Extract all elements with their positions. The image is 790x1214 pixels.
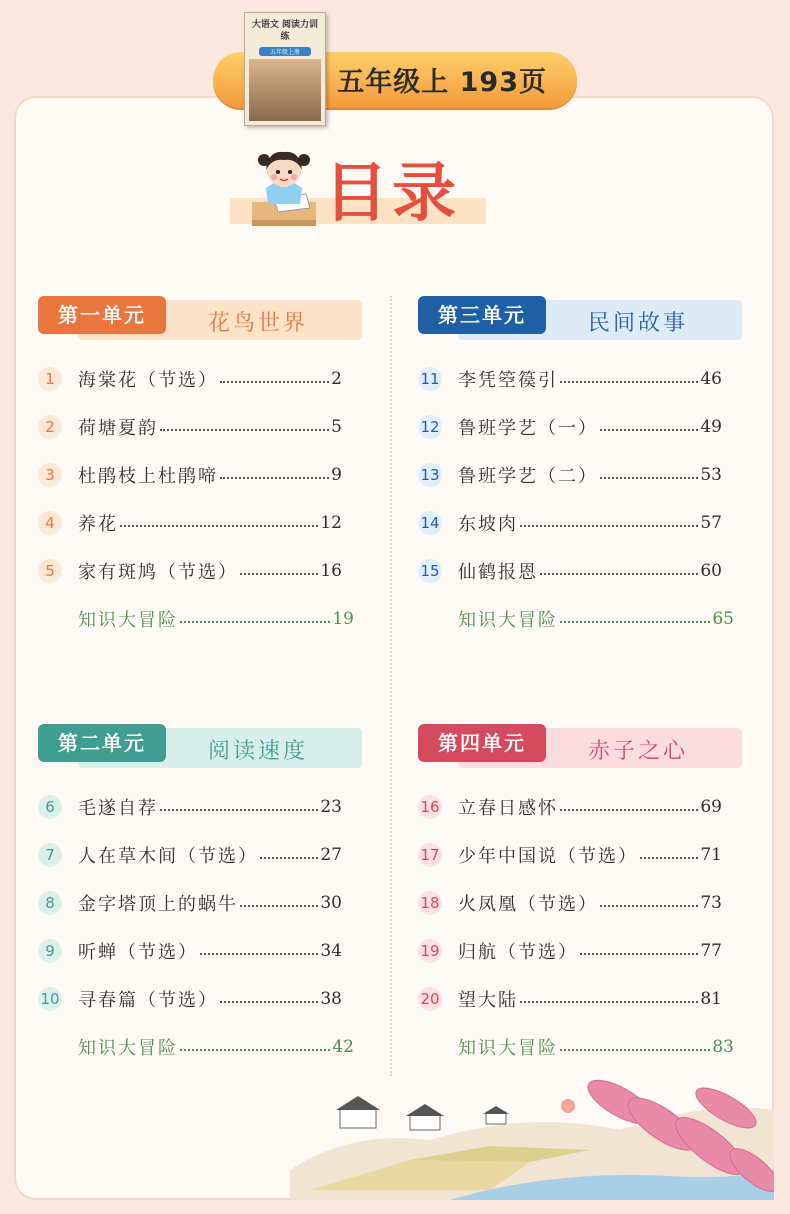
knowledge-quiz-entry[interactable] [78, 604, 354, 634]
leader-dots [560, 621, 710, 623]
entry-page: 27 [320, 845, 342, 865]
entry-page: 49 [700, 417, 722, 437]
toc-entry[interactable] [38, 888, 342, 918]
entry-title: 鲁班学艺（一） [458, 418, 598, 439]
page-title: 目录 [324, 157, 460, 231]
entry-title: 人在草木间（节选） [78, 846, 258, 867]
toc-entry[interactable] [38, 412, 342, 442]
leader-dots [600, 477, 698, 479]
toc-entry[interactable] [418, 840, 722, 870]
unit-tag: 第一单元 [38, 296, 166, 334]
entry-title: 归航（节选） [458, 942, 578, 963]
leader-dots [240, 573, 318, 575]
entry-page: 23 [320, 797, 342, 817]
entry-page: 77 [700, 941, 722, 961]
toc-entry[interactable] [38, 556, 342, 586]
leader-dots [240, 905, 318, 907]
entry-number: 20 [418, 987, 442, 1011]
toc-entry[interactable] [418, 460, 722, 490]
toc-entry[interactable] [38, 936, 342, 966]
entry-page: 81 [700, 989, 722, 1009]
entry-title: 鲁班学艺（二） [458, 466, 598, 487]
entry-number: 11 [418, 367, 442, 391]
knowledge-page: 42 [332, 1037, 354, 1057]
entry-page: 5 [331, 417, 342, 437]
entry-title: 金字塔顶上的蜗牛 [78, 894, 238, 915]
entry-number: 2 [38, 415, 62, 439]
entry-title: 家有斑鸠（节选） [78, 562, 238, 583]
entry-number: 8 [38, 891, 62, 915]
knowledge-title: 知识大冒险 [458, 610, 558, 631]
book-edition: 五年级上册 [259, 47, 311, 56]
entry-page: 57 [700, 513, 722, 533]
unit-header [418, 296, 744, 338]
entry-title: 听蝉（节选） [78, 942, 198, 963]
leader-dots [200, 953, 318, 955]
unit-header [38, 296, 364, 338]
leader-dots [120, 525, 318, 527]
toc-entry[interactable] [418, 412, 722, 442]
leader-dots [640, 857, 698, 859]
entry-page: 16 [320, 561, 342, 581]
entry-page: 60 [700, 561, 722, 581]
toc-entry[interactable] [418, 792, 722, 822]
leader-dots [520, 1001, 698, 1003]
toc-entry[interactable] [418, 984, 722, 1014]
leader-dots [600, 905, 698, 907]
toc-entry[interactable] [38, 508, 342, 538]
knowledge-title: 知识大冒险 [78, 610, 178, 631]
entry-number: 18 [418, 891, 442, 915]
entry-title: 仙鹤报恩 [458, 562, 538, 583]
leader-dots [560, 809, 698, 811]
toc-entry[interactable] [418, 936, 722, 966]
leader-dots [520, 525, 698, 527]
entry-page: 71 [700, 845, 722, 865]
entry-number: 19 [418, 939, 442, 963]
banner-text: 五年级上 193页 [337, 67, 547, 98]
unit-tag: 第二单元 [38, 724, 166, 762]
toc-entry[interactable] [38, 364, 342, 394]
knowledge-page: 83 [712, 1037, 734, 1057]
entry-title: 立春日感怀 [458, 798, 558, 819]
entry-number: 6 [38, 795, 62, 819]
entry-page: 9 [331, 465, 342, 485]
column-divider [390, 296, 392, 1076]
entry-title: 少年中国说（节选） [458, 846, 638, 867]
leader-dots [220, 1001, 318, 1003]
toc-entry[interactable] [38, 792, 342, 822]
reading-girl-icon [244, 144, 324, 230]
entry-number: 15 [418, 559, 442, 583]
entry-page: 53 [700, 465, 722, 485]
leader-dots [160, 809, 318, 811]
entry-number: 7 [38, 843, 62, 867]
toc-entry[interactable] [418, 556, 722, 586]
entry-number: 3 [38, 463, 62, 487]
unit-theme: 赤子之心 [587, 739, 688, 764]
leader-dots [560, 381, 698, 383]
knowledge-page: 19 [332, 609, 354, 629]
unit-theme: 阅读速度 [207, 739, 308, 764]
leader-dots [260, 857, 318, 859]
entry-page: 30 [320, 893, 342, 913]
leader-dots [160, 429, 329, 431]
toc-entry[interactable] [418, 508, 722, 538]
toc-entry[interactable] [418, 888, 722, 918]
entry-title: 望大陆 [458, 990, 518, 1011]
unit-theme: 花鸟世界 [207, 311, 308, 336]
toc-entry[interactable] [38, 984, 342, 1014]
entry-page: 38 [320, 989, 342, 1009]
entry-page: 73 [700, 893, 722, 913]
entry-page: 46 [700, 369, 722, 389]
entry-title: 毛遂自荐 [78, 798, 158, 819]
entry-number: 5 [38, 559, 62, 583]
unit-header [38, 724, 364, 766]
unit-tag: 第四单元 [418, 724, 546, 762]
entry-number: 14 [418, 511, 442, 535]
entry-number: 10 [38, 987, 62, 1011]
entry-title: 火凤凰（节选） [458, 894, 598, 915]
entry-page: 69 [700, 797, 722, 817]
leader-dots [580, 953, 698, 955]
toc-entry[interactable] [418, 364, 722, 394]
entry-page: 2 [331, 369, 342, 389]
book-cover-illustration [249, 59, 321, 121]
entry-title: 杜鹃枝上杜鹃啼 [78, 466, 218, 487]
book-cover-image [244, 12, 326, 126]
entry-number: 1 [38, 367, 62, 391]
unit-tag: 第三单元 [418, 296, 546, 334]
entry-number: 9 [38, 939, 62, 963]
leader-dots [220, 381, 329, 383]
entry-page: 34 [320, 941, 342, 961]
entry-page: 12 [320, 513, 342, 533]
landscape-illustration [290, 1050, 774, 1200]
knowledge-title: 知识大冒险 [458, 1038, 558, 1059]
entry-number: 4 [38, 511, 62, 535]
book-title: 大语文 阅读力训练 [251, 20, 319, 42]
entry-title: 荷塘夏韵 [78, 418, 158, 439]
knowledge-title: 知识大冒险 [78, 1038, 178, 1059]
knowledge-quiz-entry[interactable] [458, 604, 734, 634]
knowledge-page: 65 [712, 609, 734, 629]
title-block [230, 140, 500, 240]
entry-title: 养花 [78, 514, 118, 535]
entry-number: 12 [418, 415, 442, 439]
toc-entry[interactable] [38, 460, 342, 490]
toc-entry[interactable] [38, 840, 342, 870]
leader-dots [600, 429, 698, 431]
unit-header [418, 724, 744, 766]
entry-title: 李凭箜篌引 [458, 370, 558, 391]
leader-dots [540, 573, 698, 575]
entry-title: 东坡肉 [458, 514, 518, 535]
entry-number: 13 [418, 463, 442, 487]
entry-number: 17 [418, 843, 442, 867]
leader-dots [220, 477, 329, 479]
entry-number: 16 [418, 795, 442, 819]
unit-theme: 民间故事 [587, 311, 688, 336]
entry-title: 海棠花（节选） [78, 370, 218, 391]
leader-dots [180, 621, 330, 623]
entry-title: 寻春篇（节选） [78, 990, 218, 1011]
